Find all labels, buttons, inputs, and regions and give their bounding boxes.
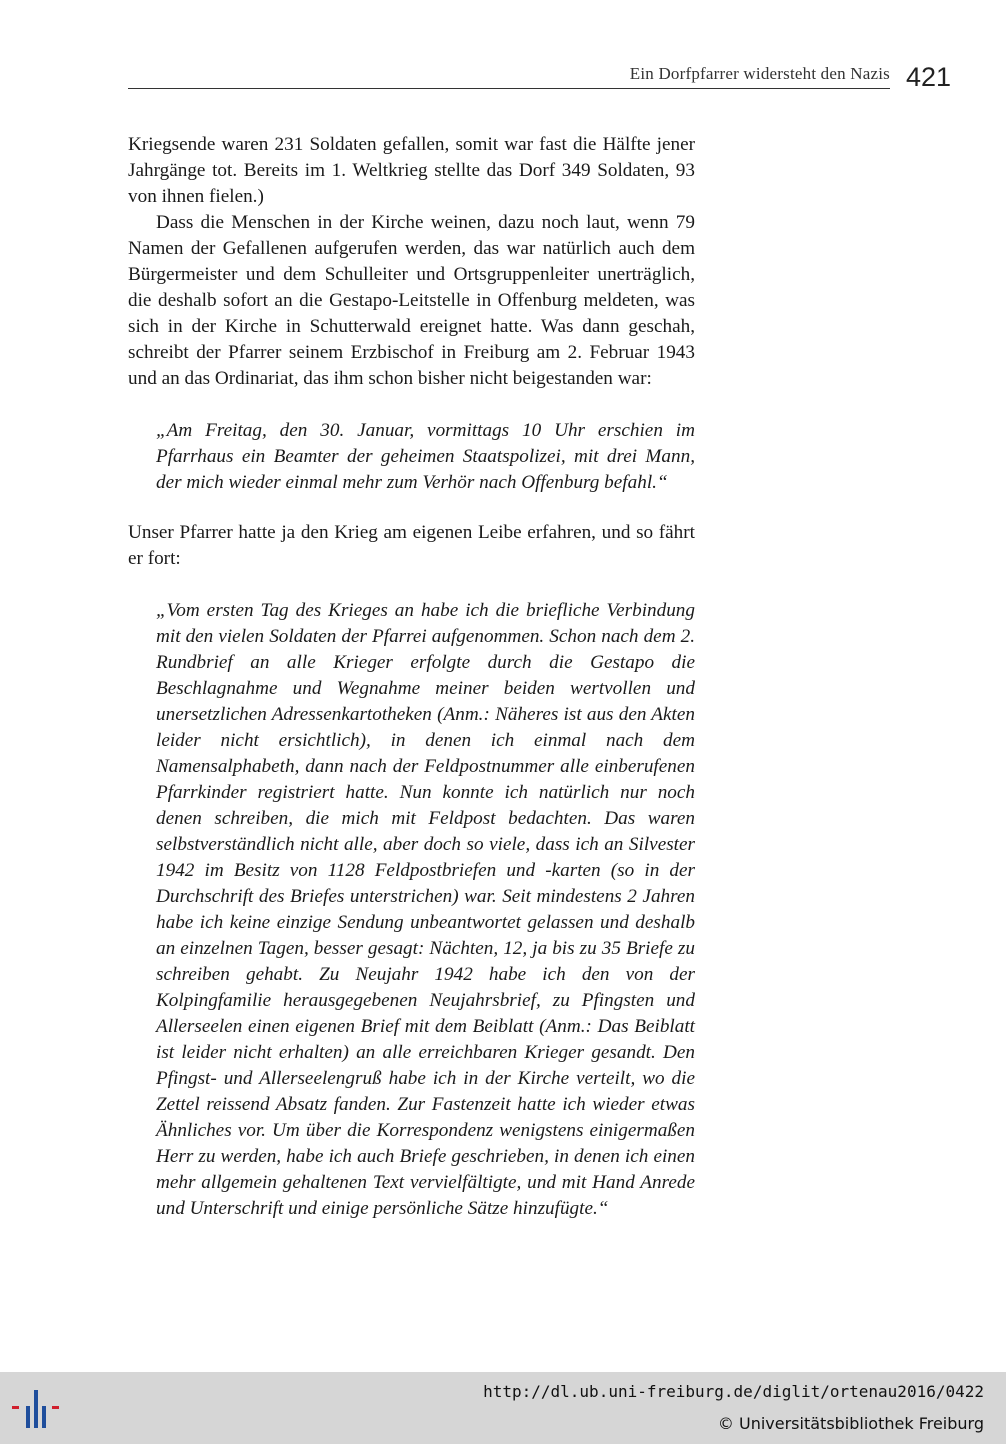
main-text — [128, 132, 695, 1222]
page-number: 421 — [906, 62, 952, 92]
block-quote-2: „Vom ersten Tag des Krieges an habe ich die briefliche Verbindung mit den vielen Soldaten der Pfarrei aufgenommen. Schon nach dem 2. Rundbrief an alle Krieger erfolgte durch die Gestapo die Beschlagnahme und Wegnahme meiner beiden wertvollen und unersetzlichen Adressenkartotheken (Anm.: Näheres ist aus den Akten leider nicht ersichtlich), in denen ich einmal nach dem Namensalphabeth, dann nach der Feldpostnummer alle einberufenen Pfarrkinder registriert hatte. Nun konnte ich natürlich nur noch denen schreiben, die mich mit Feldpost bedachten. Das waren selbstverständlich nicht alle, aber doch so viele, dass ich an Silvester 1942 im Besitz von 1128 Feldpostbriefen und -karten (so in der Durchschrift des Briefes unterstrichen) war. Seit mindestens 2 Jahren habe ich keine einzige Sendung unbeantwortet gelassen und deshalb an einzelnen Tagen, besser gesagt: Nächten, 12, ja bis zu 35 Briefe zu schreiben gehabt. Zu Neujahr 1942 habe ich den von der Kolpingfamilie herausgegebenen Neujahrsbrief, zu Pfingsten und Allerseelen einen eigenen Brief mit dem Beiblatt (Anm.: Das Beiblatt ist leider nicht erhalten) an alle erreichbaren Krieger gesandt. Den Pfingst- und Allerseelengruß habe ich in der Kirche verteilt, wo die Zettel reissend Absatz fanden. Zur Fastenzeit hatte ich wieder etwas Ähnliches vor. Um über die Korrespondenz wenigstens einigermaßen Herr zu werden, habe ich auch Briefe geschrieben, in denen ich einen mehr allgemein gehaltenen Text vervielfältigte, und mit Hand Anrede und Unterschrift und einige persönliche Sätze hinzufügte.“ — [156, 600, 695, 1219]
block-quote-1: „Am Freitag, den 30. Januar, vormittags 10 Uhr erschien im Pfarrhaus ein Beamter der geheimen Staatspolizei, mit drei Mann, der mich wieder einmal mehr zum Verhör nach Offenburg befahl.“ — [156, 420, 695, 493]
paragraph-2: Dass die Menschen in der Kirche weinen, dazu noch laut, wenn 79 Namen der Gefallenen aufgerufen werden, das war natürlich auch dem Bürgermeister und dem Schulleiter und Ortsgruppenleiter unerträglich, die deshalb sofort an die Gestapo-Leitstelle in Offenburg meldeten, was sich in der Kirche in Schutterwald ereignet hatte. Was dann geschah, schreibt der Pfarrer seinem Erzbischof in Freiburg am 2. Februar 1943 und an das Ordinariat, das ihm schon bisher nicht beigestanden war: — [128, 212, 695, 389]
paragraph-3: Unser Pfarrer hatte ja den Krieg am eigenen Leibe erfahren, und so fährt er fort: — [128, 522, 695, 569]
paragraph-1: Kriegsende waren 231 Soldaten gefallen, somit war fast die Hälfte jener Jahrgänge tot. Bereits im 1. Weltkrieg stellte das Dorf 349 Soldaten, 93 von ihnen fielen.) — [128, 134, 695, 207]
copyright-notice: © Universitätsbibliothek Freiburg — [717, 1414, 984, 1433]
running-header — [128, 62, 890, 89]
university-library-logo-icon — [12, 1386, 64, 1432]
running-title: Ein Dorfpfarrer widersteht den Nazis — [629, 64, 890, 83]
permalink-url-link[interactable]: http://dl.ub.uni-freiburg.de/diglit/ortenau2016/0422 — [483, 1382, 984, 1401]
footer-bar — [0, 1372, 1006, 1444]
